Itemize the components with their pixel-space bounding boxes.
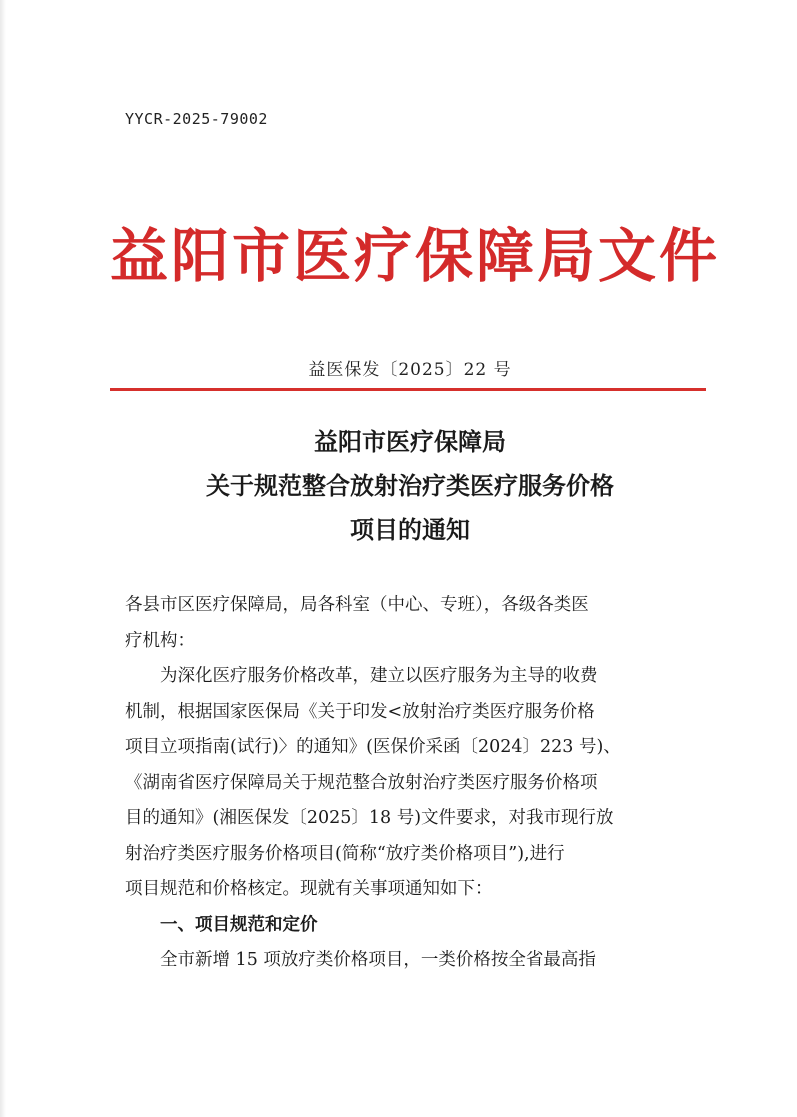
document-title [110,420,710,552]
body-line: 项目规范和价格核定。现就有关事项通知如下： [125,879,493,899]
body-line: 目的通知》(湘医保发〔2025〕18 号)文件要求，对我市现行放 [125,808,614,828]
body-line: 为深化医疗服务价格改革，建立以医疗服务为主导的收费 [160,666,598,686]
body-line: 《湖南省医疗保障局关于规范整合放射治疗类医疗服务价格项 [125,772,598,793]
body-line: 各县市区医疗保障局，局各科室（中心、专班），各级各类医 [125,595,589,615]
red-separator-line [110,388,706,391]
title-line-1: 益阳市医疗保障局 [314,427,506,456]
document-body [125,588,695,979]
title-line-2: 关于规范整合放射治疗类医疗服务价格 [206,471,614,500]
scan-edge-shadow [0,0,6,1117]
body-line: 项目立项指南(试行)〉的通知》(医保价采函〔2024〕223 号)、 [125,737,621,757]
issue-number: 益医保发〔2025〕22 号 [308,360,512,380]
body-line: 疗机构： [125,630,195,651]
section-heading: 一、项目规范和定价 [160,914,318,935]
issuer-red-header: 益阳市医疗保障局文件 [110,222,721,290]
body-line: 射治疗类医疗服务价格项目(简称“放疗类价格项目”),进行 [125,843,565,864]
body-line: 全市新增 15 项放疗类价格项目，一类价格按全省最高指 [160,950,596,970]
title-line-3: 项目的通知 [350,515,470,544]
document-code: YYCR-2025-79002 [125,110,268,128]
body-line: 机制，根据国家医保局《关于印发<放射治疗类医疗服务价格 [125,701,595,722]
